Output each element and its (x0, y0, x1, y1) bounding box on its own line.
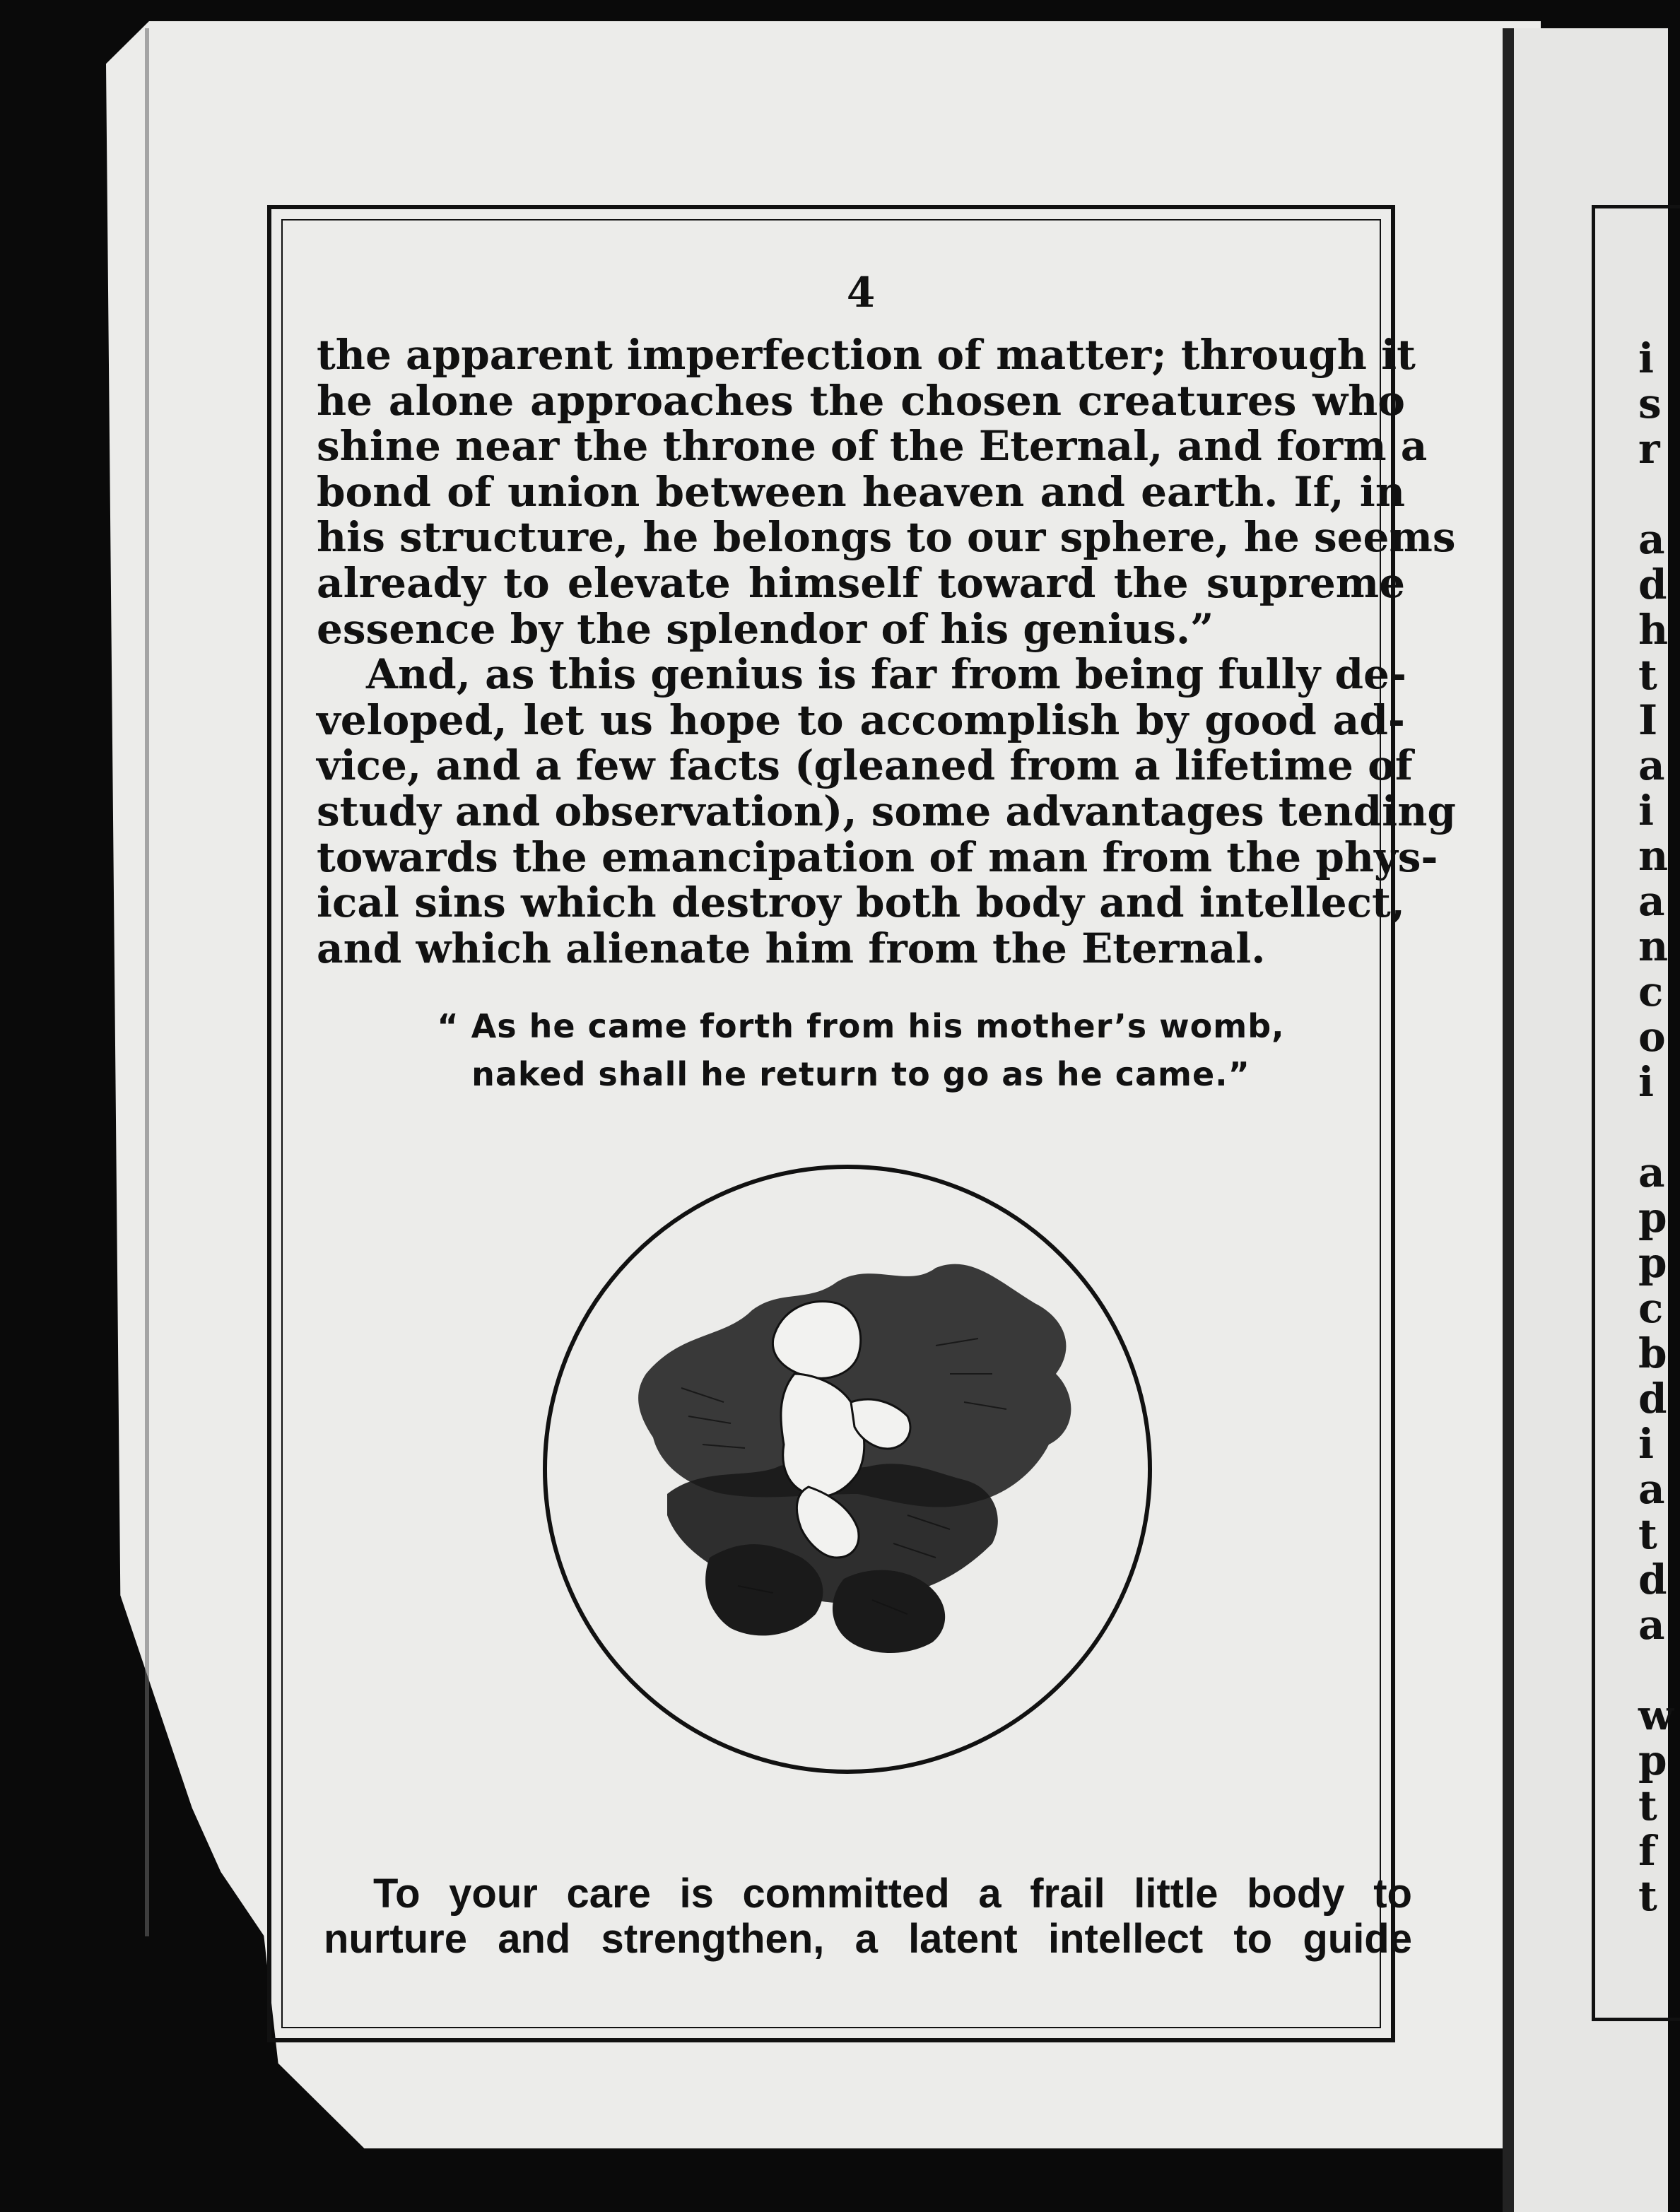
facing-page-letter: f (1638, 1827, 1656, 1875)
text-line: the apparent imperfection of matter; through it (317, 331, 1416, 379)
facing-page-letter: a (1638, 515, 1665, 563)
text-line: And, as this genius is far from being fully de- (366, 650, 1406, 699)
facing-page-letter: n (1638, 832, 1669, 880)
page-content (317, 254, 1456, 1098)
text-line: shine near the throne of the Eternal, and form a (317, 422, 1428, 471)
facing-page-letter: t (1638, 1782, 1657, 1830)
facing-page-letter: d (1638, 1375, 1667, 1423)
facing-page-letter: r (1638, 425, 1660, 473)
text-line: To your care is committed a frail little body to (373, 1871, 1412, 1917)
facing-page-letter (1638, 471, 1667, 517)
text-line: essence by the splendor of his genius.” (317, 604, 1214, 653)
page-edge-shadow (145, 28, 149, 1936)
facing-page-letter: t (1638, 1872, 1657, 1920)
facing-page-letter: i (1638, 1420, 1655, 1468)
facing-page-letter: h (1638, 606, 1669, 654)
facing-page-letter: t (1638, 651, 1657, 699)
text-line: towards the emancipation of man from the phys- (317, 833, 1438, 881)
facing-page-letter: a (1638, 741, 1665, 789)
text-line: ical sins which destroy both body and intellect, (317, 878, 1405, 927)
cherub-vignette-illustration (540, 1162, 1155, 1777)
facing-page-letter: w (1638, 1691, 1674, 1739)
facing-page-letter: t (1638, 1510, 1657, 1558)
facing-page-letter: s (1638, 380, 1662, 428)
scripture-quote (317, 1002, 1405, 1098)
facing-page-letter: a (1638, 1148, 1665, 1196)
facing-page-letter: d (1638, 560, 1667, 608)
text-line: nurture and strengthen, a latent intellect to guide (324, 1916, 1412, 1962)
quote-line: naked shall he return to go as he came.” (471, 1055, 1250, 1094)
facing-page-letter: i (1638, 334, 1655, 382)
facing-page-letter: a (1638, 1601, 1665, 1649)
facing-page-letter: p (1638, 1736, 1667, 1784)
book-gutter (1503, 28, 1514, 2212)
paragraph-2 (317, 650, 1456, 972)
facing-page-letter: c (1638, 1284, 1664, 1332)
quote-line: “ As he came forth from his mother’s womb, (437, 1007, 1285, 1046)
facing-page-letter: i (1638, 787, 1655, 835)
facing-page-letter (1638, 1105, 1667, 1150)
facing-page-letter: b (1638, 1329, 1667, 1377)
facing-page-letter: c (1638, 967, 1664, 1016)
facing-page-letter: I (1638, 696, 1658, 744)
closing-paragraph (324, 1871, 1412, 1962)
facing-page-letter: i (1638, 1058, 1655, 1106)
text-line: bond of union between heaven and earth. If, in (317, 467, 1405, 516)
paragraph-1 (317, 331, 1456, 653)
text-line: already to elevate himself toward the supreme (317, 558, 1405, 607)
text-line: and which alienate him from the Eternal. (317, 924, 1266, 972)
facing-page-letter: o (1638, 1013, 1666, 1061)
text-line: study and observation), some advantages tending (317, 787, 1456, 835)
text-line: his structure, he belongs to our sphere, he seems (317, 513, 1456, 562)
text-line: veloped, let us hope to accomplish by good ad- (317, 695, 1405, 744)
facing-page-letter (1638, 1647, 1667, 1693)
facing-page-letter: p (1638, 1194, 1667, 1242)
facing-page-letter: n (1638, 922, 1669, 970)
facing-page-letter: p (1638, 1239, 1667, 1287)
facing-page-letter: a (1638, 877, 1665, 925)
facing-page-letter: a (1638, 1465, 1665, 1513)
text-line: he alone approaches the chosen creatures who (317, 376, 1405, 425)
facing-page-text-fragment (1638, 334, 1674, 1920)
facing-page-letter: d (1638, 1555, 1667, 1604)
page-number: 4 (846, 269, 876, 317)
text-line: vice, and a few facts (gleaned from a lifetime of (317, 741, 1413, 790)
